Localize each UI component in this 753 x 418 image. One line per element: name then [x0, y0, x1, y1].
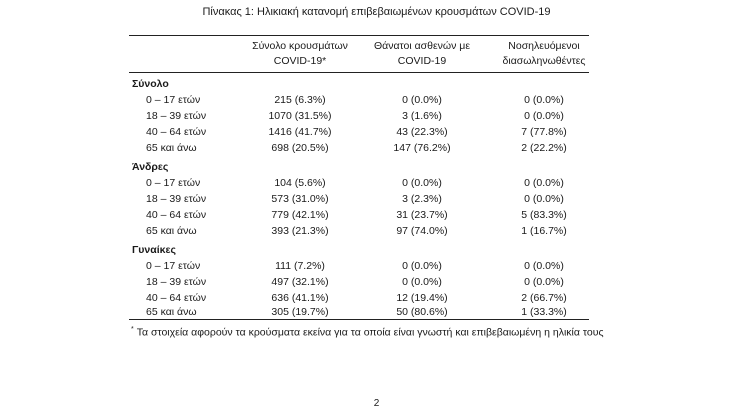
cell-cases: 779 (42.1%) — [271, 209, 329, 221]
cell-deaths: 12 (19.4%) — [396, 292, 448, 304]
header-line: COVID-19 — [397, 55, 447, 67]
page-number: 2 — [373, 398, 380, 409]
table-row — [0, 276, 753, 292]
header-deaths — [362, 39, 482, 69]
cell-cases: 111 (7.2%) — [275, 260, 325, 272]
table-row — [0, 126, 753, 142]
cell-intubated: 7 (77.8%) — [521, 126, 567, 138]
cell-cases: 636 (41.1%) — [271, 292, 329, 304]
cell-intubated: 2 (22.2%) — [521, 142, 567, 154]
cell-deaths: 3 (1.6%) — [402, 110, 442, 122]
cell-deaths: 0 (0.0%) — [402, 94, 442, 106]
cell-deaths: 50 (80.6%) — [396, 306, 448, 318]
cell-intubated: 0 (0.0%) — [524, 193, 564, 205]
cell-deaths: 0 (0.0%) — [402, 276, 442, 288]
cell-deaths: 147 (76.2%) — [393, 142, 451, 154]
header-intubated — [484, 39, 604, 69]
cell-intubated: 1 (33.3%) — [521, 306, 567, 318]
table-row — [0, 142, 753, 158]
row-label: 65 και άνω — [146, 306, 197, 318]
cell-deaths: 3 (2.3%) — [402, 193, 442, 205]
cell-intubated: 0 (0.0%) — [524, 110, 564, 122]
footnote-text: Τα στοιχεία αφορούν τα κρούσματα εκείνα για τα οποία είναι γνωστή και επιβεβαιωμένη η ηλικία τους — [136, 326, 604, 339]
table-row — [0, 94, 753, 110]
cell-intubated: 0 (0.0%) — [524, 177, 564, 189]
cell-deaths: 43 (22.3%) — [396, 126, 448, 138]
cell-cases: 305 (19.7%) — [271, 306, 329, 318]
section-title-women: Γυναίκες — [132, 244, 176, 256]
cell-deaths: 97 (74.0%) — [396, 225, 448, 237]
header-line: Σύνολο κρουσμάτων — [252, 40, 348, 52]
cell-cases: 497 (32.1%) — [271, 276, 329, 288]
footnote-marker: * — [131, 326, 134, 333]
row-label: 65 και άνω — [146, 142, 197, 154]
row-label: 40 – 64 ετών — [146, 292, 207, 304]
row-label: 40 – 64 ετών — [146, 126, 207, 138]
table-row — [0, 110, 753, 126]
cell-cases: 215 (6.3%) — [274, 94, 326, 106]
cell-cases: 393 (21.3%) — [271, 225, 329, 237]
row-label: 0 – 17 ετών — [146, 94, 201, 106]
cell-cases: 1416 (41.7%) — [268, 126, 332, 138]
cell-deaths: 0 (0.0%) — [402, 177, 442, 189]
cell-intubated: 0 (0.0%) — [524, 276, 564, 288]
cell-intubated: 2 (66.7%) — [521, 292, 567, 304]
row-label: 0 – 17 ετών — [146, 177, 201, 189]
row-label: 65 και άνω — [146, 225, 197, 237]
table-row — [0, 260, 753, 276]
header-line: Νοσηλευόμενοι — [508, 40, 580, 52]
cell-cases: 698 (20.5%) — [271, 142, 329, 154]
section-title-men: Άνδρες — [132, 161, 169, 173]
cell-deaths: 31 (23.7%) — [396, 209, 448, 221]
cell-intubated: 5 (83.3%) — [521, 209, 567, 221]
cell-deaths: 0 (0.0%) — [402, 260, 442, 272]
row-label: 18 – 39 ετών — [146, 276, 207, 288]
row-label: 0 – 17 ετών — [146, 260, 201, 272]
table-header-rule — [129, 72, 589, 73]
cell-intubated: 0 (0.0%) — [524, 94, 564, 106]
table-bottom-rule — [129, 319, 589, 320]
table-row — [0, 209, 753, 225]
table-top-rule — [129, 35, 589, 36]
table-row — [0, 193, 753, 209]
cell-intubated: 0 (0.0%) — [524, 260, 564, 272]
header-total-cases — [240, 39, 360, 69]
row-label: 18 – 39 ετών — [146, 110, 207, 122]
row-label: 18 – 39 ετών — [146, 193, 207, 205]
section-title-total: Σύνολο — [132, 78, 169, 90]
row-label: 40 – 64 ετών — [146, 209, 207, 221]
cell-cases: 1070 (31.5%) — [268, 110, 332, 122]
footnote — [131, 326, 604, 339]
table-row — [0, 177, 753, 193]
cell-cases: 573 (31.0%) — [271, 193, 329, 205]
table-caption: Πίνακας 1: Ηλικιακή κατανομή επιβεβαιωμένων κρουσμάτων COVID-19 — [202, 6, 551, 18]
header-line: COVID-19* — [273, 55, 327, 67]
header-line: Θάνατοι ασθενών με — [373, 40, 471, 52]
table-row — [0, 225, 753, 241]
cell-cases: 104 (5.6%) — [274, 177, 326, 189]
header-line: διασωληνωθέντες — [502, 55, 586, 67]
cell-intubated: 1 (16.7%) — [521, 225, 567, 237]
